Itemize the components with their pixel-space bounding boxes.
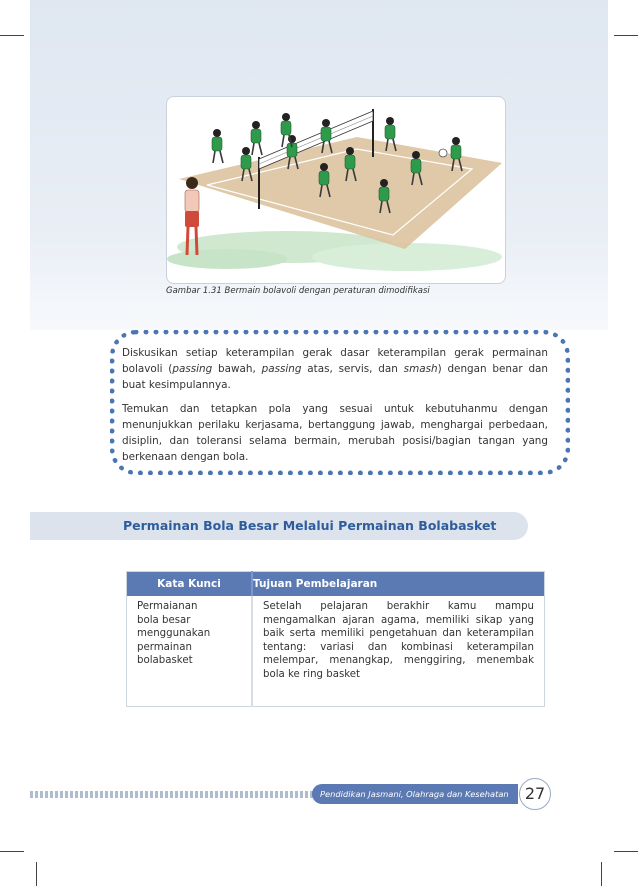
page-number: 27 [519,778,551,810]
key-table-row [127,596,545,707]
objective-cell: Setelah pelajaran berakhir kamu mampu mengamalkan ajaran agama, memiliki sikap yang baik serta memiliki pengetahuan dan keterampilan tentang: variasi dan kombinasi keterampilan melempar, menangkap, menggiring, menembak bola ke ring basket [263,601,534,680]
key-table-header [127,572,545,597]
crop-mark [0,851,24,852]
figure-caption: Gambar 1.31 Bermain bolavoli dengan peraturan dimodifikasi [166,286,430,296]
keyword: permainan [137,641,192,653]
crop-mark [601,862,602,886]
discussion-paragraph-2: Temukan dan tetapkan pola yang sesuai untuk kebutuhanmu dengan menunjukkan perilaku kerjasama, bertanggung jawab, menghargai perbedaan, disiplin, dan toleransi selama bermain, merubah posisi/bagian tangan yang berkenaan dengan bola. [122,403,548,463]
volleyball-illustration [166,96,506,284]
keyword: menggunakan [137,628,211,639]
header-kata-kunci: Kata Kunci [127,572,253,597]
keyword: bolabasket [137,655,193,666]
crop-mark [614,35,638,36]
key-table [126,571,545,707]
keyword: bola besar [137,614,191,626]
footer-book-title: Pendidikan Jasmani, Olahraga dan Kesehatan [320,789,509,799]
discussion-text [122,346,548,475]
crop-mark [0,35,24,36]
keywords-cell [127,596,253,707]
section-title: Permainan Bola Besar Melalui Permainan Bolabasket [123,518,497,533]
volleyball-court-drawing [167,97,505,283]
keyword: Permaianan [137,601,198,612]
discussion-paragraph-1: Diskusikan setiap keterampilan gerak dasar keterampilan gerak permainan bolavoli (passing bawah, passing atas, servis, dan smash) dengan benar dan buat kesimpulannya. [122,347,548,391]
crop-mark [614,851,638,852]
header-tujuan-pembelajaran: Tujuan Pembelajaran [252,572,545,597]
crop-mark [36,862,37,886]
